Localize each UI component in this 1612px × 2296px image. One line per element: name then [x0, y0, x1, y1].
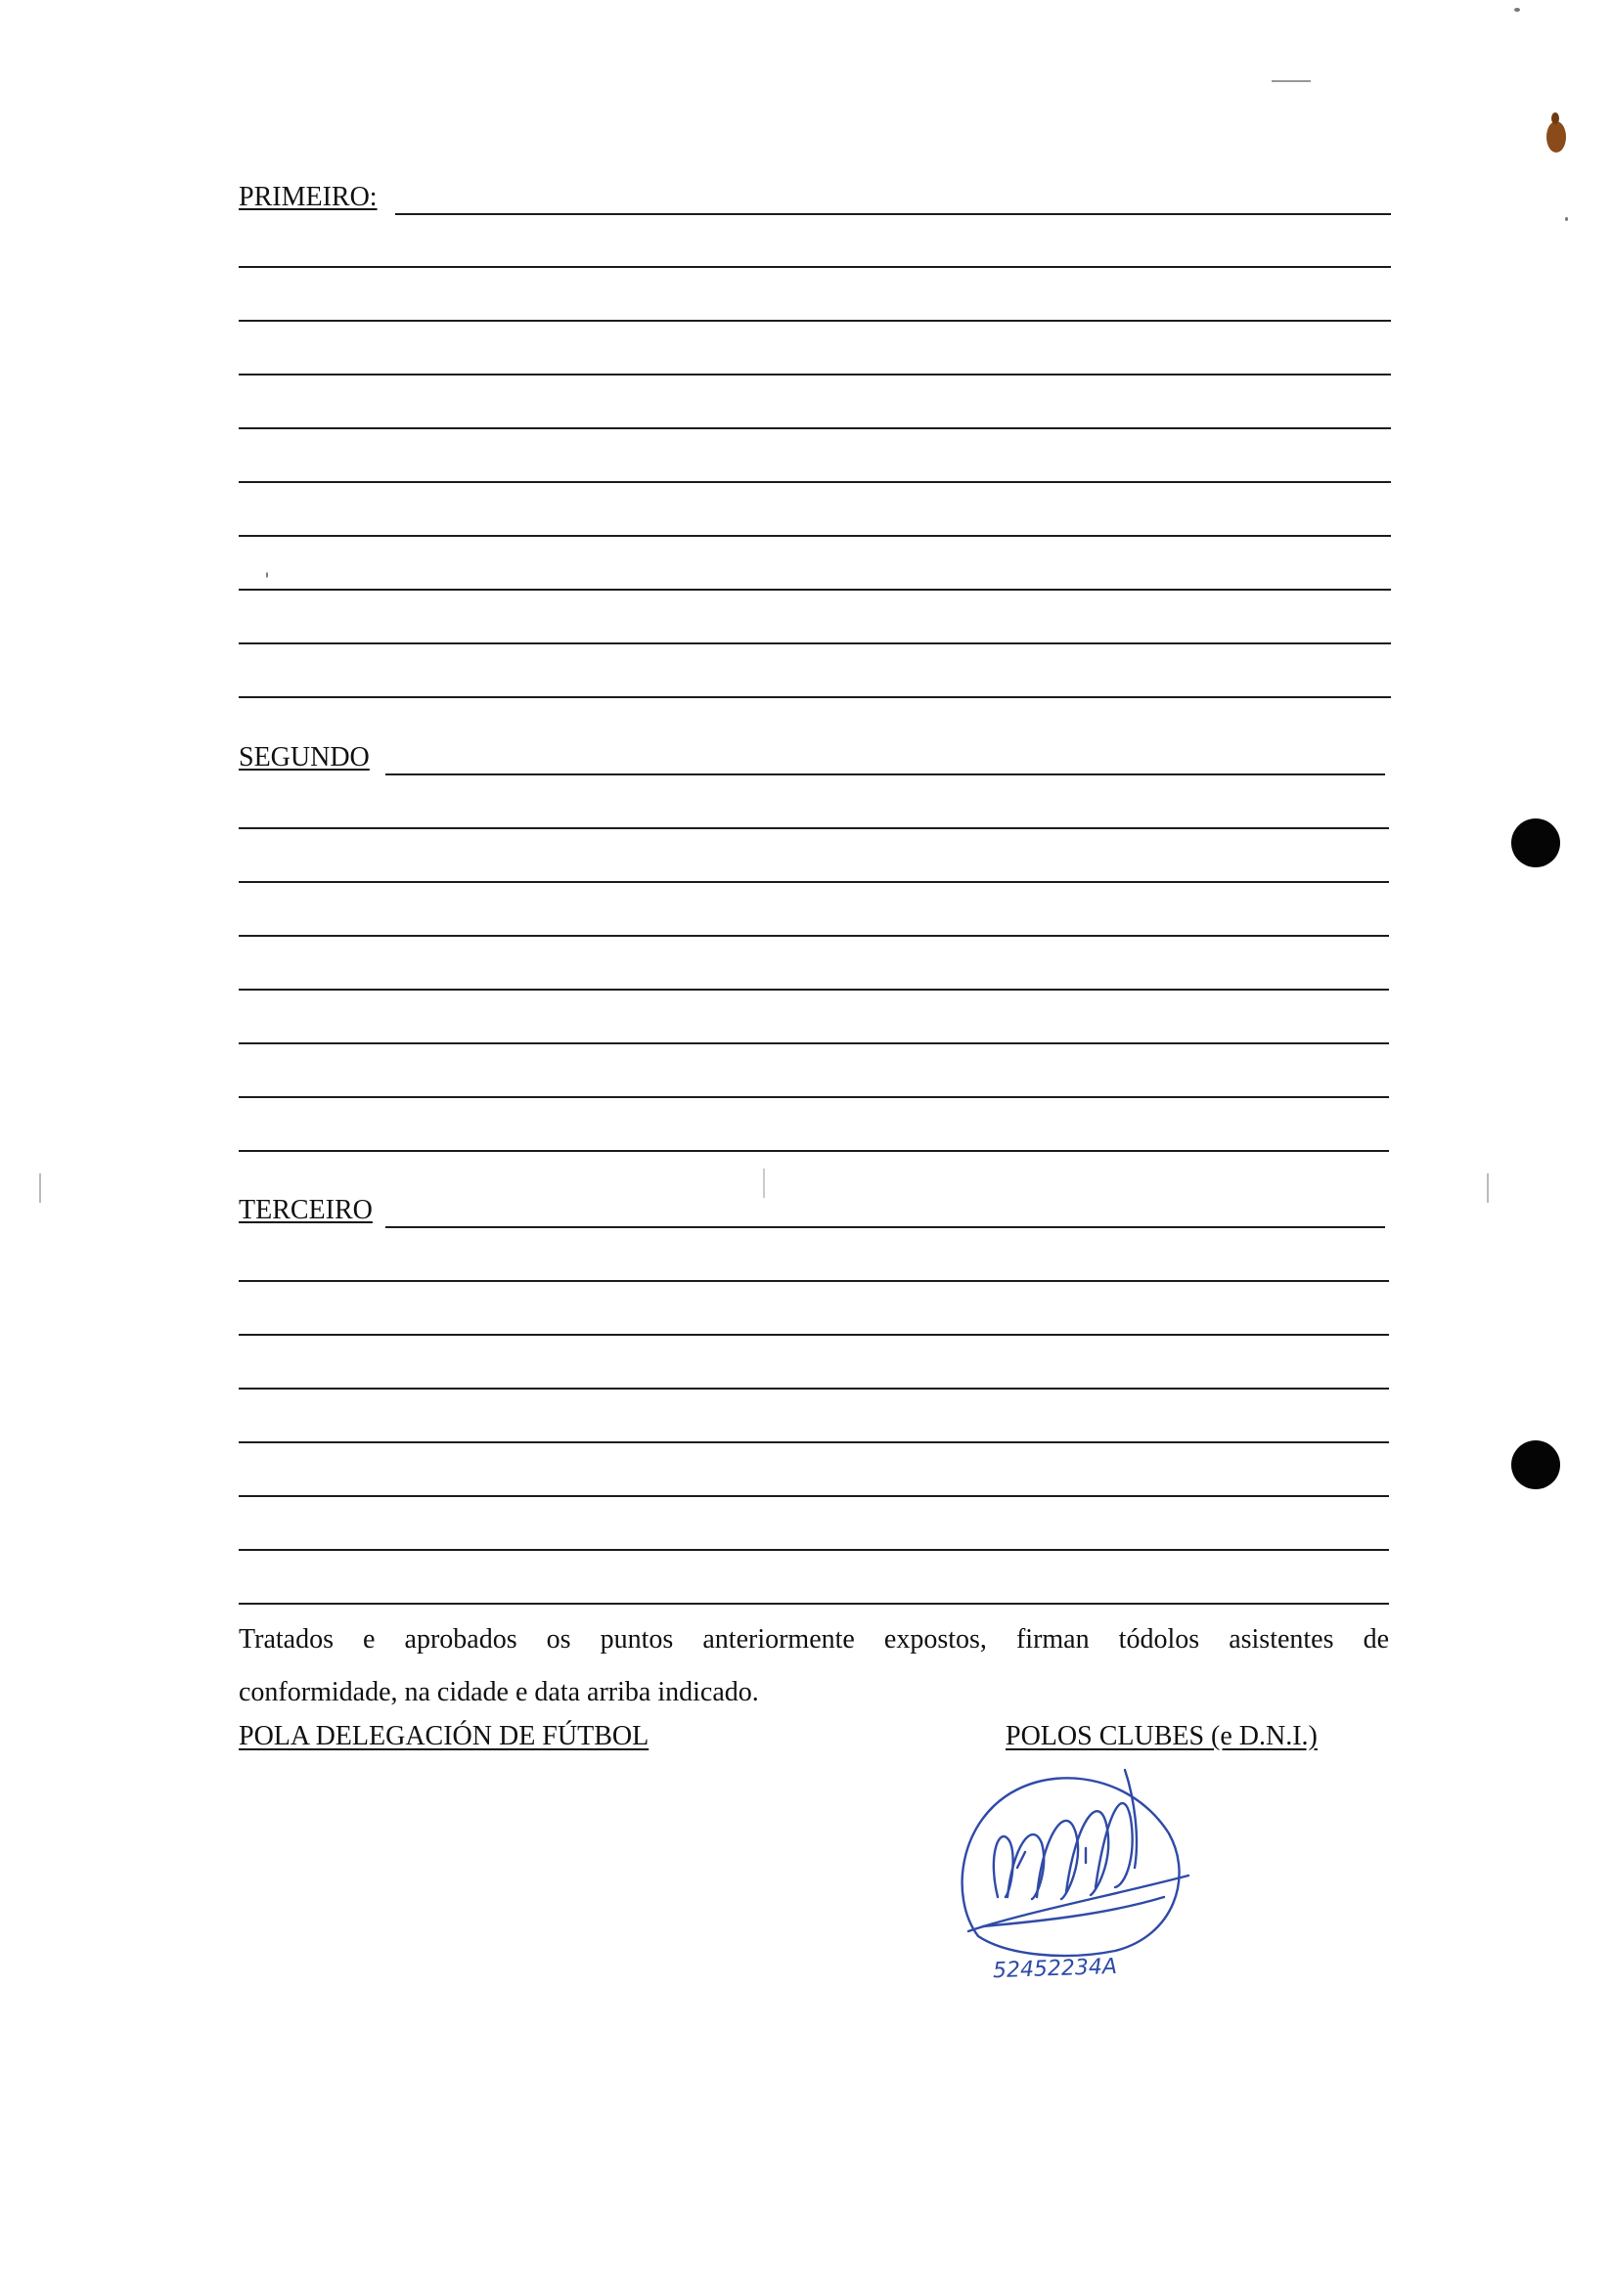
punch-hole: [1511, 1440, 1560, 1489]
blank-line[interactable]: [239, 292, 1391, 322]
stain-mark: [1545, 110, 1567, 155]
scan-speck: [266, 572, 268, 578]
blank-line[interactable]: [239, 1575, 1389, 1605]
closing-line-1: Tratados e aprobados os puntos anteriormente expostos, firman tódolos asistentes de: [239, 1624, 1389, 1655]
section-segundo-header: [239, 742, 1385, 775]
blank-line[interactable]: [239, 1306, 1389, 1336]
blank-line[interactable]: [239, 1123, 1389, 1152]
blank-line[interactable]: [239, 346, 1391, 375]
blank-line[interactable]: [239, 854, 1389, 883]
line: [385, 773, 1385, 775]
line: [395, 213, 1391, 215]
punch-hole: [1511, 818, 1560, 867]
blank-line[interactable]: [239, 1253, 1389, 1282]
blank-line[interactable]: [239, 1069, 1389, 1098]
section-label-terceiro: TERCEIRO: [239, 1196, 379, 1225]
blank-line[interactable]: [239, 1468, 1389, 1497]
scan-speck: [763, 1169, 765, 1198]
scan-speck: [1487, 1173, 1489, 1203]
blank-line[interactable]: [239, 800, 1389, 829]
blank-line[interactable]: [239, 615, 1391, 644]
signature-label-clubes: POLOS CLUBES (e D.N.I.): [1006, 1721, 1318, 1751]
section-label-segundo: SEGUNDO: [239, 743, 376, 773]
blank-line[interactable]: [239, 669, 1391, 698]
scan-speck: [1514, 8, 1520, 12]
blank-line[interactable]: [239, 1414, 1389, 1443]
signature-label-delegacion: POLA DELEGACIÓN DE FÚTBOL: [239, 1721, 649, 1751]
blank-line[interactable]: [239, 454, 1391, 483]
blank-line[interactable]: [239, 961, 1389, 991]
section-terceiro-header: [239, 1195, 1385, 1228]
signature-id-number: 52452234A: [992, 1954, 1118, 1984]
blank-line[interactable]: [239, 239, 1391, 268]
closing-line-2: conformidade, na cidade e data arriba indicado.: [239, 1677, 759, 1707]
scan-speck: [1565, 217, 1568, 221]
closing-paragraph: [239, 1613, 1389, 1719]
section-label-primeiro: PRIMEIRO:: [239, 183, 383, 212]
blank-line[interactable]: [239, 561, 1391, 591]
blank-line[interactable]: [239, 508, 1391, 537]
blank-line[interactable]: [239, 1360, 1389, 1390]
scan-speck: [39, 1173, 41, 1203]
scan-speck: [1272, 80, 1311, 82]
handwritten-signature: [939, 1750, 1203, 1985]
line: [385, 1226, 1385, 1228]
blank-line[interactable]: [239, 907, 1389, 937]
blank-line[interactable]: [239, 1522, 1389, 1551]
blank-line[interactable]: [239, 1015, 1389, 1044]
section-primeiro-header: [239, 182, 1391, 215]
blank-line[interactable]: [239, 400, 1391, 429]
